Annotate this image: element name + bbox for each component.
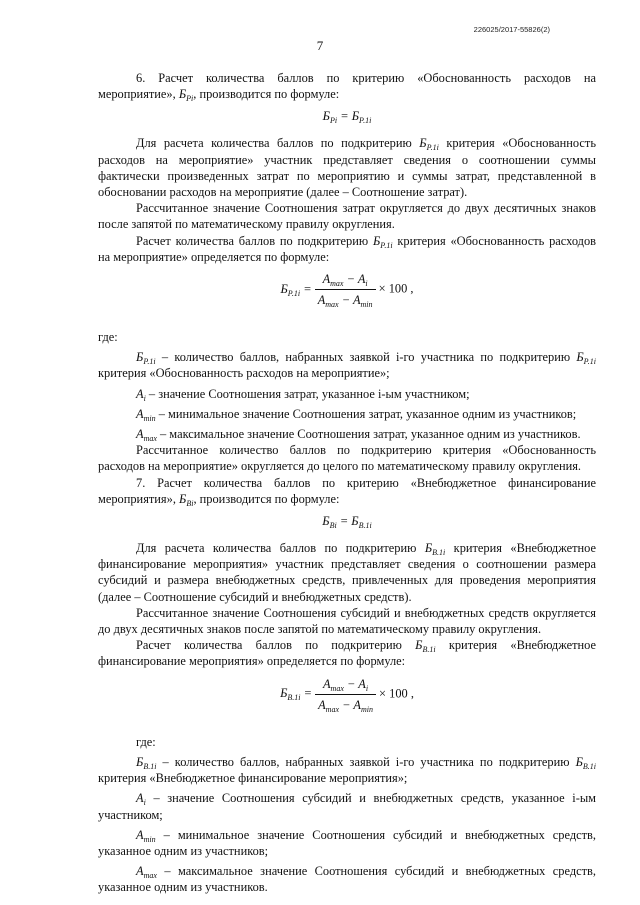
section-6-def-2: $A_i$ – значение Соотношения затрат, указанное i-ым участником; — [136, 386, 470, 403]
section-7-def-3: $A_{min}$ – минимальное значение Соотношения субсидий и внебюджетных средств, указанное одним из участников; — [98, 827, 596, 858]
section-7-para-2: Рассчитанное значение Соотношения субсидий и внебюджетных средств округляется до двух десятичных знаков после запятой по математическому правилу округления. — [98, 605, 596, 637]
section-7-where: где: — [136, 734, 156, 749]
formula-b-p1i: $Б_{Р.1i}$ = $\frac{A_{max} - A_i}{A_{max} - A_{min}}$ × 100 , — [280, 272, 414, 310]
formula-b-b1i: $Б_{В.1i}$ = $\frac{A_{max} - A_i}{A_{max} - A_{min}}$ × 100 , — [280, 676, 414, 714]
section-7-def-2: $A_i$ – значение Соотношения субсидий и внебюджетных средств, указанное i-ым участником; — [98, 791, 596, 822]
document-body — [98, 70, 596, 896]
section-7-def-4: $A_{max}$ – максимальное значение Соотношения субсидий и внебюджетных средств, указанное одним из участников. — [98, 864, 596, 895]
formula-b-pi: $Б_{Рi} = Б_{Р.1i}$ — [322, 109, 372, 126]
section-6-para-1: Для расчета количества баллов по подкритерию $Б_{Р.1i}$ критерия «Обоснованность расходов на мероприятие» участник представляет сведения о соотношении суммы фактически произведенных затрат по мероприятию и суммы затрат, представленной в обосновании расходов на мероприятие (далее – Соотношение затрат). — [98, 136, 596, 200]
section-6-def-4: $A_{max}$ – максимальное значение Соотношения затрат, указанное одним из участников. — [136, 427, 581, 444]
formula-b-bi: $Б_{Вi} = Б_{В.1i}$ — [322, 514, 372, 531]
section-6-def-3: $A_{min}$ – минимальное значение Соотношения затрат, указанное одним из участников; — [136, 406, 577, 423]
section-7-heading: 7. Расчет количества баллов по критерию «Внебюджетное финансирование мероприятия», $Б_{Вi}$, производится по формуле: — [98, 475, 596, 508]
section-7-para-1: Для расчета количества баллов по подкритерию $Б_{В.1i}$ критерия «Внебюджетное финансирование мероприятия» участник представляет сведения о соотношении размера субсидий и размера внебюджетных средств, привлеченных для проведения мероприятия (далее – Соотношение субсидий и внебюджетных средств). — [98, 541, 597, 604]
section-6-para-2: Рассчитанное значение Соотношения затрат округляется до двух десятичных знаков после запятой по математическому правилу округления. — [98, 201, 596, 232]
section-6-para-3: Расчет количества баллов по подкритерию $Б_{Р.1i}$ критерия «Обоснованность расходов на мероприятие» определяется по формуле: — [98, 233, 597, 264]
section-6-def-1: $Б_{Р.1i}$ – количество баллов, набранных заявкой i-го участника по подкритерию $Б_{Р.1i}$ критерия «Обоснованность расходов на мероприятие»; — [98, 350, 596, 381]
section-7-def-1: $Б_{В.1i}$ – количество баллов, набранных заявкой i-го участника по подкритерию $Б_{В.1i}$ критерия «Внебюджетное финансирование мероприятия»; — [98, 754, 596, 786]
section-6-where: где: — [98, 330, 118, 345]
document-id: 226025/2017-55826(2) — [473, 25, 550, 34]
section-7-para-3: Расчет количества баллов по подкритерию $Б_{В.1i}$ критерия «Внебюджетное финансирование мероприятия» определяется по формуле: — [98, 638, 596, 669]
section-6-heading: 6. Расчет количества баллов по критерию «Обоснованность расходов на мероприятие», $Б_{Рi}$, производится по формуле: — [98, 71, 596, 104]
section-6-para-4: Рассчитанное количество баллов по подкритерию критерия «Обоснованность расходов на мероприятие» округляется до целого по математическому правилу округления. — [98, 443, 596, 474]
page-number: 7 — [316, 38, 324, 53]
